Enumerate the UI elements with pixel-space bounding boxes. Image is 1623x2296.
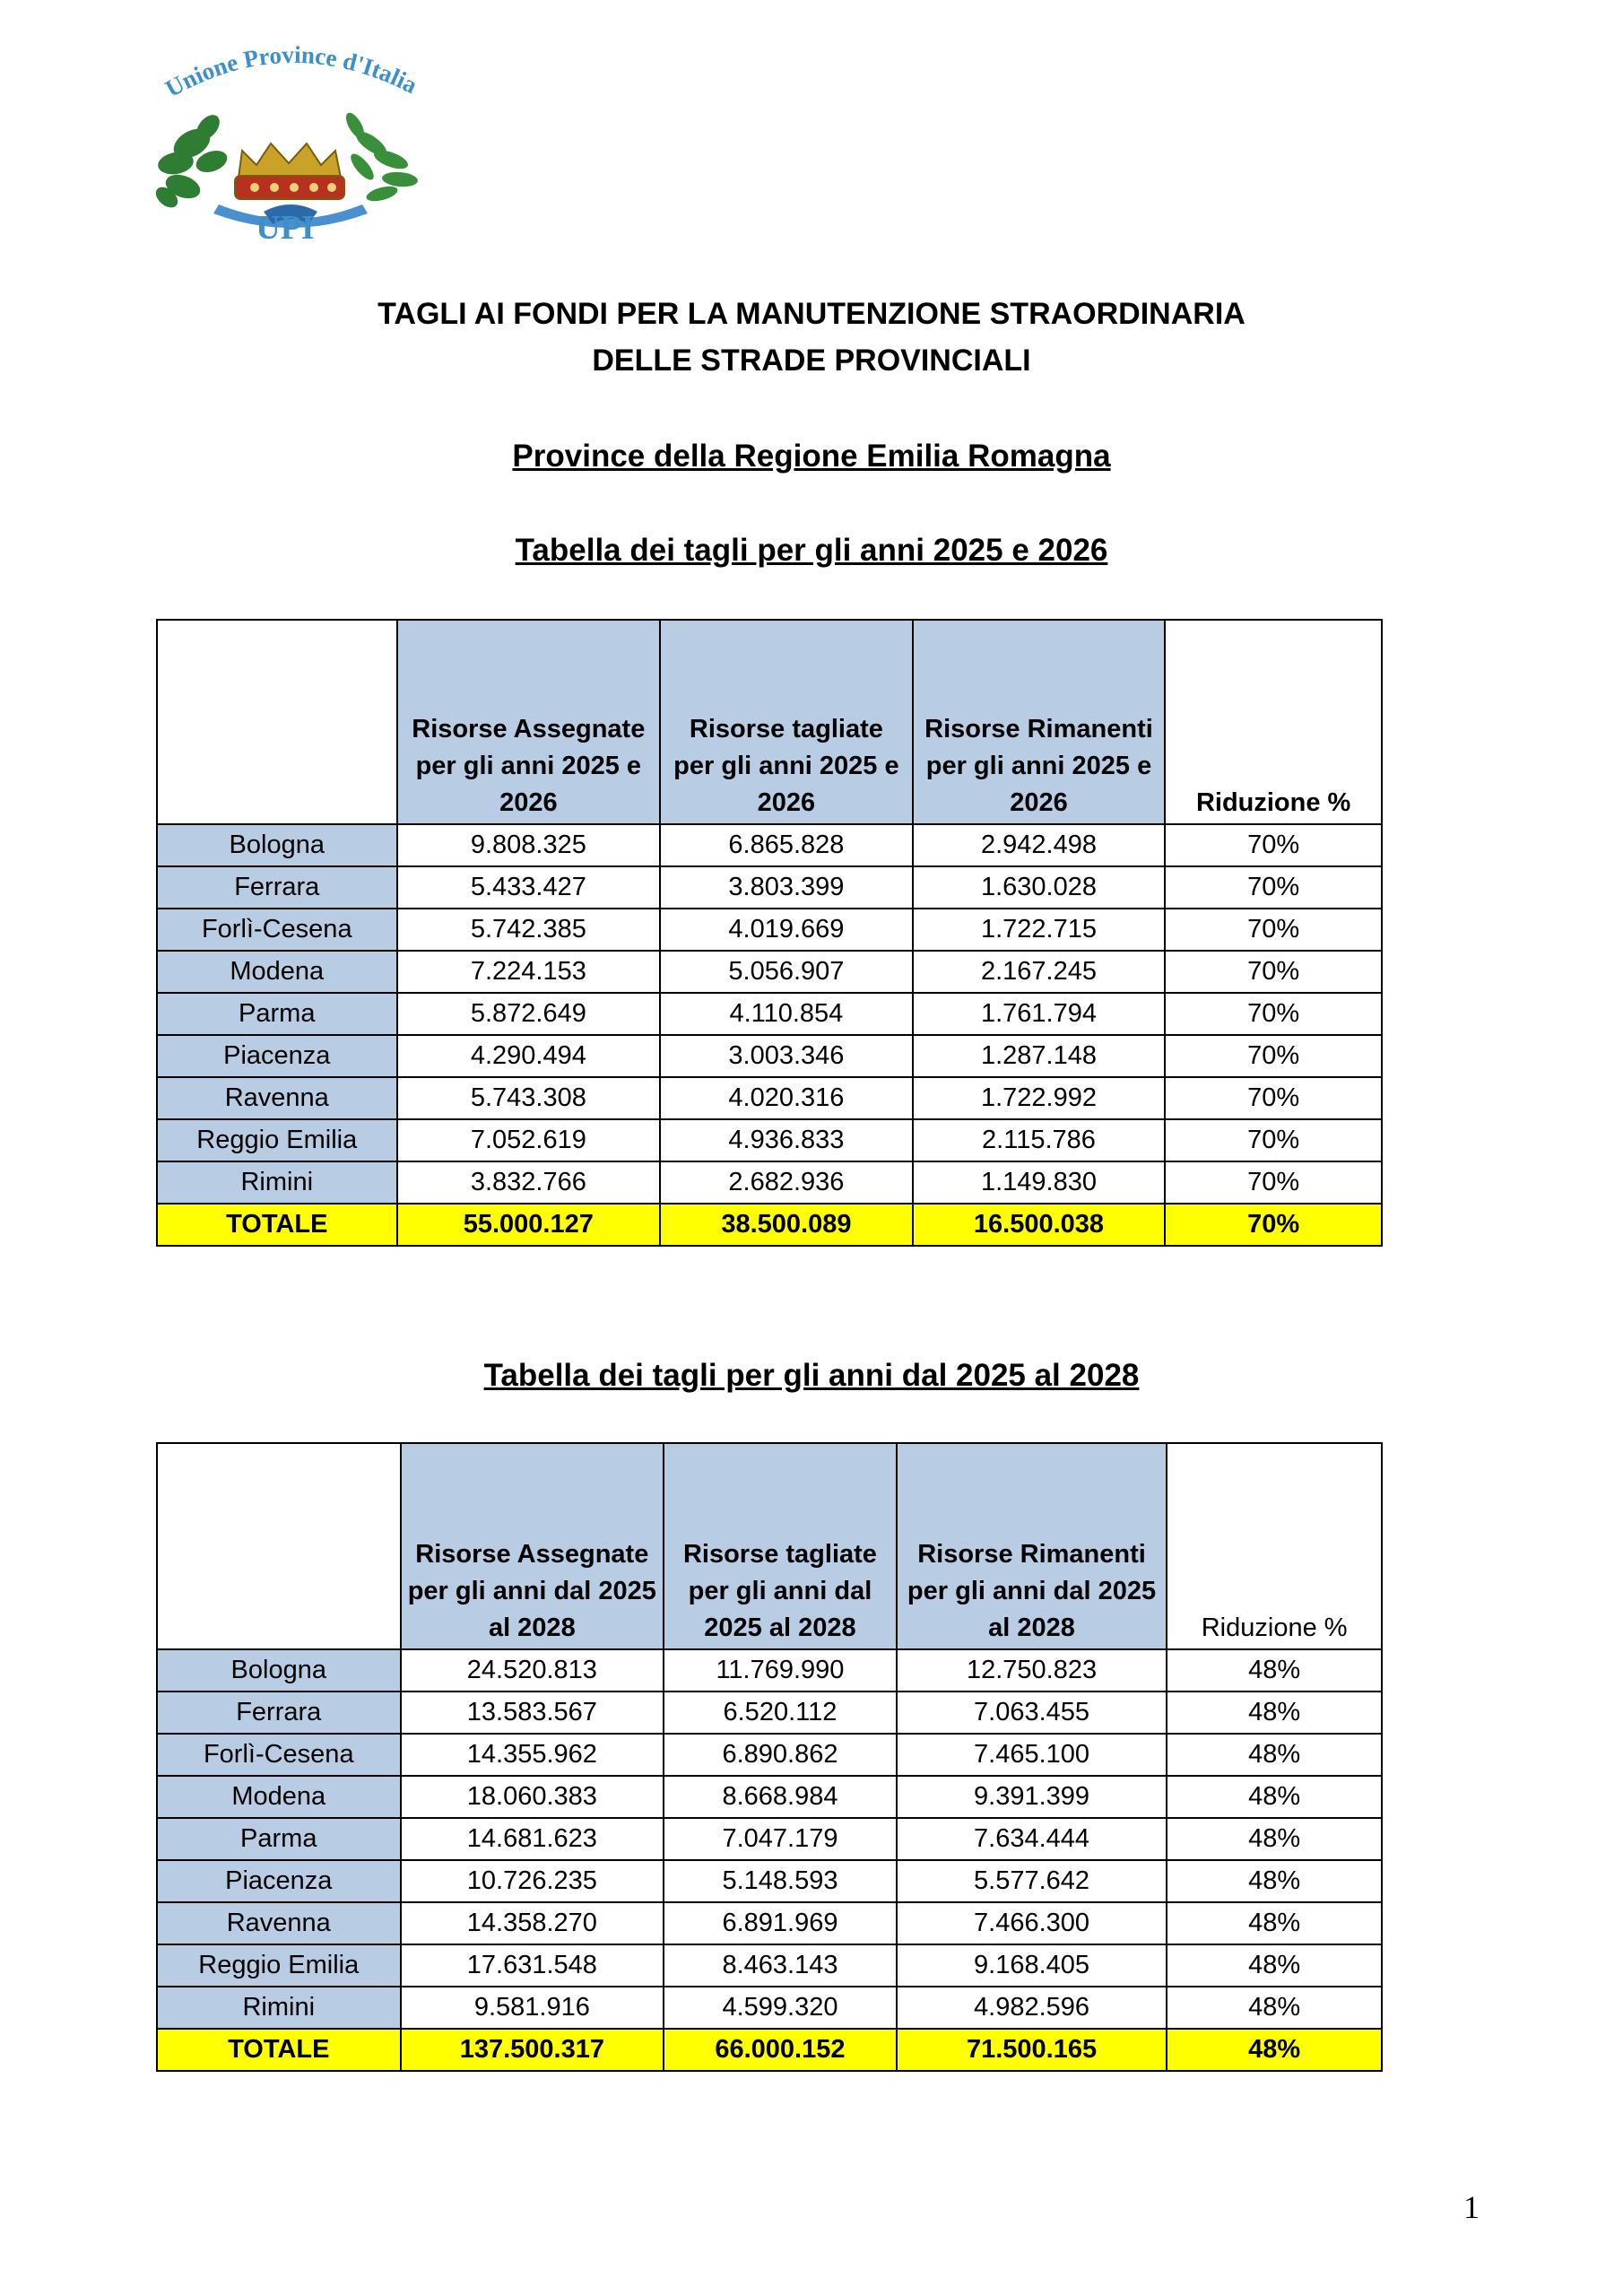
total-province-cell: TOTALE: [157, 1204, 397, 1246]
province-cell: Rimini: [157, 1161, 397, 1204]
province-cell: Bologna: [157, 824, 397, 866]
title-line-1: TAGLI AI FONDI PER LA MANUTENZIONE STRAORDINARIA: [378, 297, 1245, 331]
province-cell: Modena: [157, 1776, 401, 1818]
province-cell: Forlì-Cesena: [157, 909, 397, 951]
total-reduction-cell: 48%: [1167, 2029, 1382, 2071]
table-corner-cell: [157, 1443, 401, 1649]
reduction-cell: 70%: [1165, 866, 1382, 909]
assigned-cell: 7.052.619: [397, 1119, 661, 1161]
table-row: [157, 1119, 1382, 1161]
table-row: [157, 866, 1382, 909]
remaining-cell: 7.634.444: [897, 1818, 1167, 1860]
province-cell: Piacenza: [157, 1860, 401, 1902]
page-number: 1: [1463, 2189, 1480, 2225]
assigned-cell: 18.060.383: [401, 1776, 664, 1818]
cut-cell: 6.891.969: [664, 1902, 897, 1944]
cuts-table-2025-2028: [156, 1442, 1383, 2072]
total-assigned-cell: 55.000.127: [397, 1204, 661, 1246]
total-reduction-cell: 70%: [1165, 1204, 1382, 1246]
reduction-cell: 48%: [1167, 1776, 1382, 1818]
column-header-assigned: Risorse Assegnate per gli anni 2025 e 2026: [397, 620, 661, 824]
remaining-cell: 7.063.455: [897, 1692, 1167, 1734]
cuts-table-2025-2026: [156, 619, 1383, 1247]
total-province-cell: TOTALE: [157, 2029, 401, 2071]
reduction-cell: 48%: [1167, 1818, 1382, 1860]
reduction-cell: 70%: [1165, 824, 1382, 866]
assigned-cell: 7.224.153: [397, 951, 661, 993]
cut-cell: 2.682.936: [660, 1161, 913, 1204]
remaining-cell: 1.722.715: [913, 909, 1166, 951]
table-row: [157, 909, 1382, 951]
assigned-cell: 5.872.649: [397, 993, 661, 1035]
column-header-cut: Risorse tagliate per gli anni 2025 e 2026: [660, 620, 913, 824]
remaining-cell: 7.466.300: [897, 1902, 1167, 1944]
cut-cell: 3.003.346: [660, 1035, 913, 1077]
document-title: [0, 291, 1623, 384]
remaining-cell: 1.722.992: [913, 1077, 1166, 1119]
table-row: [157, 1818, 1382, 1860]
total-row: [157, 2029, 1382, 2071]
assigned-cell: 10.726.235: [401, 1860, 664, 1902]
remaining-cell: 1.287.148: [913, 1035, 1166, 1077]
province-cell: Forlì-Cesena: [157, 1734, 401, 1776]
province-cell: Ferrara: [157, 1692, 401, 1734]
cut-cell: 4.020.316: [660, 1077, 913, 1119]
province-cell: Piacenza: [157, 1035, 397, 1077]
assigned-cell: 14.681.623: [401, 1818, 664, 1860]
assigned-cell: 14.355.962: [401, 1734, 664, 1776]
remaining-cell: 2.115.786: [913, 1119, 1166, 1161]
reduction-cell: 48%: [1167, 1944, 1382, 1987]
total-remaining-cell: 71.500.165: [897, 2029, 1167, 2071]
reduction-cell: 70%: [1165, 1077, 1382, 1119]
logo-arc-text: [151, 38, 429, 118]
province-cell: Reggio Emilia: [157, 1944, 401, 1987]
province-cell: Ravenna: [157, 1902, 401, 1944]
table-row: [157, 993, 1382, 1035]
assigned-cell: 5.743.308: [397, 1077, 661, 1119]
reduction-cell: 48%: [1167, 1902, 1382, 1944]
remaining-cell: 4.982.596: [897, 1987, 1167, 2029]
reduction-cell: 48%: [1167, 1860, 1382, 1902]
table2-heading: Tabella dei tagli per gli anni dal 2025 al 2028: [483, 1358, 1140, 1393]
reduction-cell: 48%: [1167, 1987, 1382, 2029]
cut-cell: 5.148.593: [664, 1860, 897, 1902]
remaining-cell: 1.149.830: [913, 1161, 1166, 1204]
table-row: [157, 1077, 1382, 1119]
total-assigned-cell: 137.500.317: [401, 2029, 664, 2071]
table-row: [157, 1649, 1382, 1692]
remaining-cell: 1.761.794: [913, 993, 1166, 1035]
assigned-cell: 24.520.813: [401, 1649, 664, 1692]
cut-cell: 5.056.907: [660, 951, 913, 993]
remaining-cell: 9.391.399: [897, 1776, 1167, 1818]
table-row: [157, 951, 1382, 993]
table-row: [157, 1902, 1382, 1944]
column-header-remaining: Risorse Rimanenti per gli anni dal 2025 al 2028: [897, 1443, 1167, 1649]
column-header-remaining: Risorse Rimanenti per gli anni 2025 e 2026: [913, 620, 1166, 824]
cut-cell: 6.865.828: [660, 824, 913, 866]
table-corner-cell: [157, 620, 397, 824]
table-row: [157, 1860, 1382, 1902]
reduction-cell: 70%: [1165, 1161, 1382, 1204]
cut-cell: 4.019.669: [660, 909, 913, 951]
remaining-cell: 2.942.498: [913, 824, 1166, 866]
table-row: [157, 824, 1382, 866]
assigned-cell: 13.583.567: [401, 1692, 664, 1734]
reduction-cell: 70%: [1165, 1119, 1382, 1161]
assigned-cell: 3.832.766: [397, 1161, 661, 1204]
reduction-cell: 48%: [1167, 1734, 1382, 1776]
column-header-assigned: Risorse Assegnate per gli anni dal 2025 al 2028: [401, 1443, 664, 1649]
column-header-reduction: Riduzione %: [1167, 1443, 1382, 1649]
assigned-cell: 5.433.427: [397, 866, 661, 909]
upi-logo: [151, 38, 429, 253]
province-cell: Modena: [157, 951, 397, 993]
province-cell: Reggio Emilia: [157, 1119, 397, 1161]
column-header-reduction: Riduzione %: [1165, 620, 1382, 824]
assigned-cell: 9.581.916: [401, 1987, 664, 2029]
reduction-cell: 48%: [1167, 1649, 1382, 1692]
table-row: [157, 1161, 1382, 1204]
cut-cell: 8.463.143: [664, 1944, 897, 1987]
cut-cell: 6.520.112: [664, 1692, 897, 1734]
table-row: [157, 1776, 1382, 1818]
cut-cell: 7.047.179: [664, 1818, 897, 1860]
total-cut-cell: 66.000.152: [664, 2029, 897, 2071]
province-cell: Ravenna: [157, 1077, 397, 1119]
remaining-cell: 12.750.823: [897, 1649, 1167, 1692]
reduction-cell: 70%: [1165, 1035, 1382, 1077]
province-cell: Parma: [157, 993, 397, 1035]
assigned-cell: 9.808.325: [397, 824, 661, 866]
table-row: [157, 1944, 1382, 1987]
assigned-cell: 17.631.548: [401, 1944, 664, 1987]
table-row: [157, 1035, 1382, 1077]
title-line-2: DELLE STRADE PROVINCIALI: [592, 344, 1031, 378]
logo-abbreviation: UPI: [256, 209, 315, 247]
cut-cell: 4.599.320: [664, 1987, 897, 2029]
remaining-cell: 9.168.405: [897, 1944, 1167, 1987]
assigned-cell: 14.358.270: [401, 1902, 664, 1944]
reduction-cell: 70%: [1165, 909, 1382, 951]
province-cell: Bologna: [157, 1649, 401, 1692]
cut-cell: 6.890.862: [664, 1734, 897, 1776]
province-cell: Parma: [157, 1818, 401, 1860]
reduction-cell: 70%: [1165, 993, 1382, 1035]
province-cell: Rimini: [157, 1987, 401, 2029]
remaining-cell: 2.167.245: [913, 951, 1166, 993]
reduction-cell: 48%: [1167, 1692, 1382, 1734]
cut-cell: 3.803.399: [660, 866, 913, 909]
cut-cell: 4.936.833: [660, 1119, 913, 1161]
cut-cell: 4.110.854: [660, 993, 913, 1035]
reduction-cell: 70%: [1165, 951, 1382, 993]
total-row: [157, 1204, 1382, 1246]
table1-heading: Tabella dei tagli per gli anni 2025 e 2026: [515, 533, 1108, 568]
remaining-cell: 1.630.028: [913, 866, 1166, 909]
table-row: [157, 1987, 1382, 2029]
assigned-cell: 5.742.385: [397, 909, 661, 951]
remaining-cell: 7.465.100: [897, 1734, 1167, 1776]
table-row: [157, 1734, 1382, 1776]
svg-text:Unione Province d'Italia: Unione Province d'Italia: [161, 40, 422, 103]
cut-cell: 8.668.984: [664, 1776, 897, 1818]
total-cut-cell: 38.500.089: [660, 1204, 913, 1246]
total-remaining-cell: 16.500.038: [913, 1204, 1166, 1246]
table-row: [157, 1692, 1382, 1734]
cut-cell: 11.769.990: [664, 1649, 897, 1692]
region-heading: Province della Regione Emilia Romagna: [512, 439, 1111, 474]
remaining-cell: 5.577.642: [897, 1860, 1167, 1902]
column-header-cut: Risorse tagliate per gli anni dal 2025 al 2028: [664, 1443, 897, 1649]
province-cell: Ferrara: [157, 866, 397, 909]
assigned-cell: 4.290.494: [397, 1035, 661, 1077]
